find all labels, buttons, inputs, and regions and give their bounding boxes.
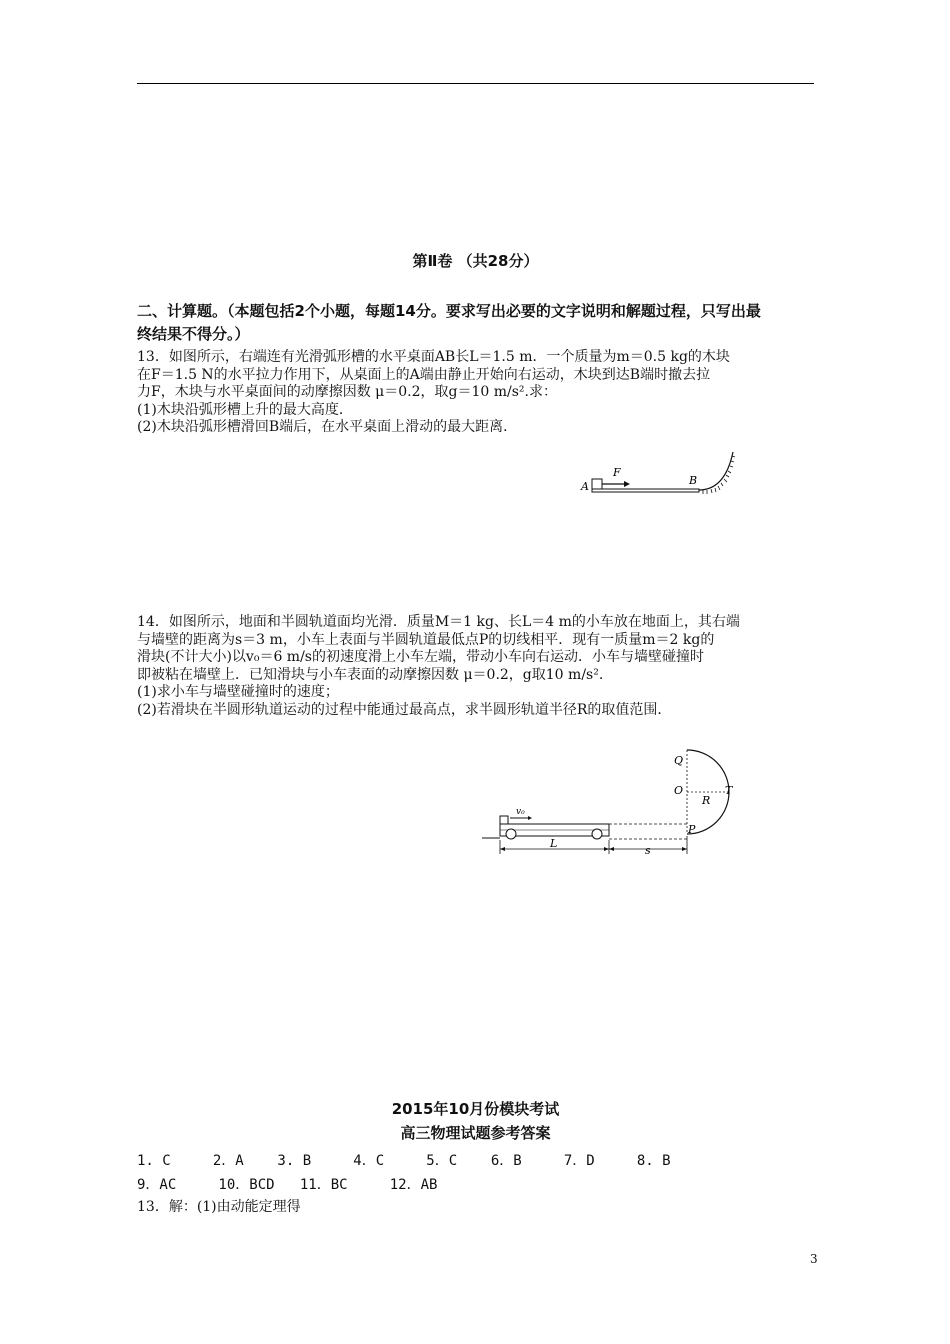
- q14-line: 即被粘在墙壁上．已知滑块与小车表面的动摩擦因数 μ＝0.2，g取10 m/s².: [137, 666, 604, 683]
- label-t: T: [725, 784, 733, 797]
- label-p: P: [688, 823, 696, 836]
- force-arrowhead: [624, 481, 630, 487]
- q13-label-b: B: [689, 474, 698, 487]
- answer-title-key: 高三物理试题参考答案: [400, 1124, 551, 1142]
- section-instructions: [137, 300, 827, 346]
- answer-row-2: 9．AC 10．BCD 11．BC 12．AB: [137, 1177, 438, 1193]
- q13-figure: [575, 446, 745, 506]
- label-o: O: [674, 784, 684, 797]
- cart-wheel-right: [592, 829, 602, 839]
- q13-line: 在F＝1.5 N的水平拉力作用下，从桌面上的A端由静止开始向右运动，木块到达B端时撤去拉: [137, 366, 711, 383]
- dim-s-arrow-right: [682, 847, 687, 851]
- v0-arrowhead: [528, 816, 532, 820]
- q14-line: 14．如图所示，地面和半圆轨道面均光滑．质量M＝1 kg、长L＝4 m的小车放在地面上，其右端: [137, 614, 740, 630]
- header-rule: [137, 83, 814, 84]
- label-l: L: [550, 837, 558, 850]
- label-v0: v₀: [516, 807, 525, 817]
- answer-title-exam: 2015年10月份模块考试: [391, 1100, 560, 1118]
- dim-l-arrow-left: [500, 847, 505, 851]
- instructions-line: 终结果不得分。）: [137, 325, 250, 343]
- q14-figure: [478, 746, 768, 858]
- label-s: s: [645, 844, 651, 857]
- q13-line: 力F，木块与水平桌面间的动摩擦因数 μ＝0.2，取g＝10 m/s².求：: [137, 384, 557, 400]
- label-r: R: [702, 794, 711, 807]
- page-number: 3: [810, 1252, 818, 1266]
- cart-wheel-left: [506, 829, 516, 839]
- label-q: Q: [674, 754, 684, 767]
- table-surface: [592, 489, 699, 492]
- q13-label-a: A: [581, 480, 589, 493]
- q14-line: (2)若滑块在半圆形轨道运动的过程中能通过最高点，求半圆形轨道半径R的取值范围．: [137, 701, 672, 718]
- dim-l-arrow-right: [604, 847, 609, 851]
- dim-s-arrow-left: [609, 847, 614, 851]
- q14-line: (1)求小车与墙壁碰撞时的速度；: [137, 684, 339, 700]
- q13-line: (1)木块沿弧形槽上升的最大高度．: [137, 401, 353, 418]
- answer-row-3: 13．解：(1)由动能定理得: [137, 1199, 301, 1215]
- section-title: 第Ⅱ卷 （共28分）: [412, 252, 539, 270]
- question-13: [137, 349, 730, 437]
- wood-block: [592, 479, 602, 489]
- answer-row-1: 1. C 2．A 3. B 4．C 5．C 6．B 7．D 8. B: [137, 1153, 671, 1169]
- q14-line: 滑块(不计大小)以v₀＝6 m/s的初速度滑上小车左端，带动小车向右运动．小车与墙壁碰撞时: [137, 649, 704, 665]
- instructions-line: 二、计算题。（本题包括2个小题，每题14分。要求写出必要的文字说明和解题过程，只写出最: [137, 302, 761, 320]
- q13-line: (2)木块沿弧形槽滑回B端后，在水平桌面上滑动的最大距离．: [137, 419, 518, 435]
- question-14: [137, 614, 740, 719]
- q14-line: 与墙壁的距离为s＝3 m，小车上表面与半圆轨道最低点P的切线相平．现有一质量m＝2 kg的: [137, 631, 715, 648]
- q13-line: 13．如图所示，右端连有光滑弧形槽的水平桌面AB长L＝1.5 m．一个质量为m＝0.5 kg的木块: [137, 349, 730, 365]
- q13-label-f: F: [613, 466, 621, 479]
- arc-groove: [699, 452, 733, 490]
- slider-block: [500, 816, 508, 824]
